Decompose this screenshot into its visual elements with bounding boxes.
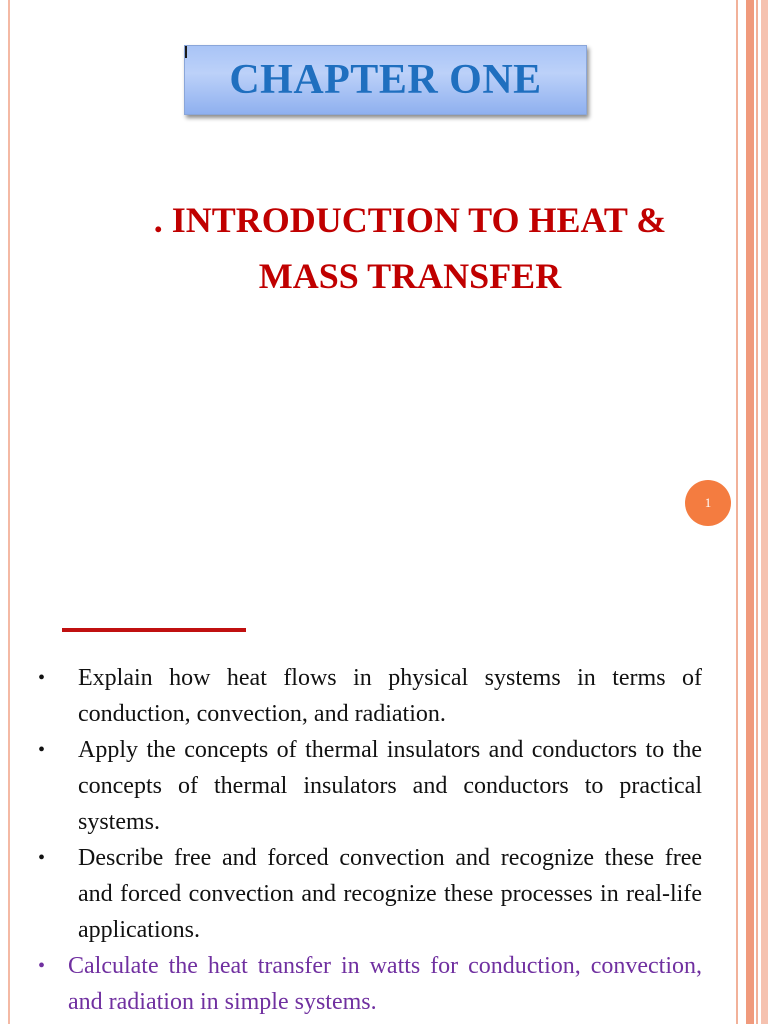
page-number-badge (685, 480, 731, 526)
objective-item (34, 660, 702, 732)
page-number: 1 (704, 495, 712, 510)
right-stripe-decoration (734, 0, 768, 1024)
slide-title (90, 192, 730, 304)
objective-item (34, 840, 702, 948)
objective-item (34, 732, 702, 840)
slide-title-line-2: MASS TRANSFER (258, 256, 562, 296)
objective-text: Apply the concepts of thermal insulators and conductors to the concepts of thermal insulators and conductors to practical systems. (78, 737, 702, 835)
bullet-icon: • (38, 739, 46, 761)
section-divider (62, 628, 246, 632)
objective-text: Explain how heat flows in physical systems in terms of conduction, convection, and radiation. (78, 665, 702, 727)
chapter-heading: CHAPTER ONE (229, 57, 542, 103)
bullet-icon: • (38, 955, 46, 977)
bullet-icon: • (38, 667, 46, 689)
objective-text: Calculate the heat transfer in watts for conduction, convection, and radiation in simple systems. (68, 953, 702, 1015)
slide-title-line-1: . INTRODUCTION TO HEAT & (153, 200, 667, 240)
objective-text: Describe free and forced convection and recognize these free and forced convection and recognize these processes in real-life applications. (78, 845, 702, 943)
objective-item-highlighted (34, 948, 702, 1020)
bullet-icon: • (38, 847, 46, 869)
chapter-heading-box (184, 45, 587, 115)
objectives-list (34, 660, 702, 1020)
left-border-decoration (0, 0, 10, 1024)
